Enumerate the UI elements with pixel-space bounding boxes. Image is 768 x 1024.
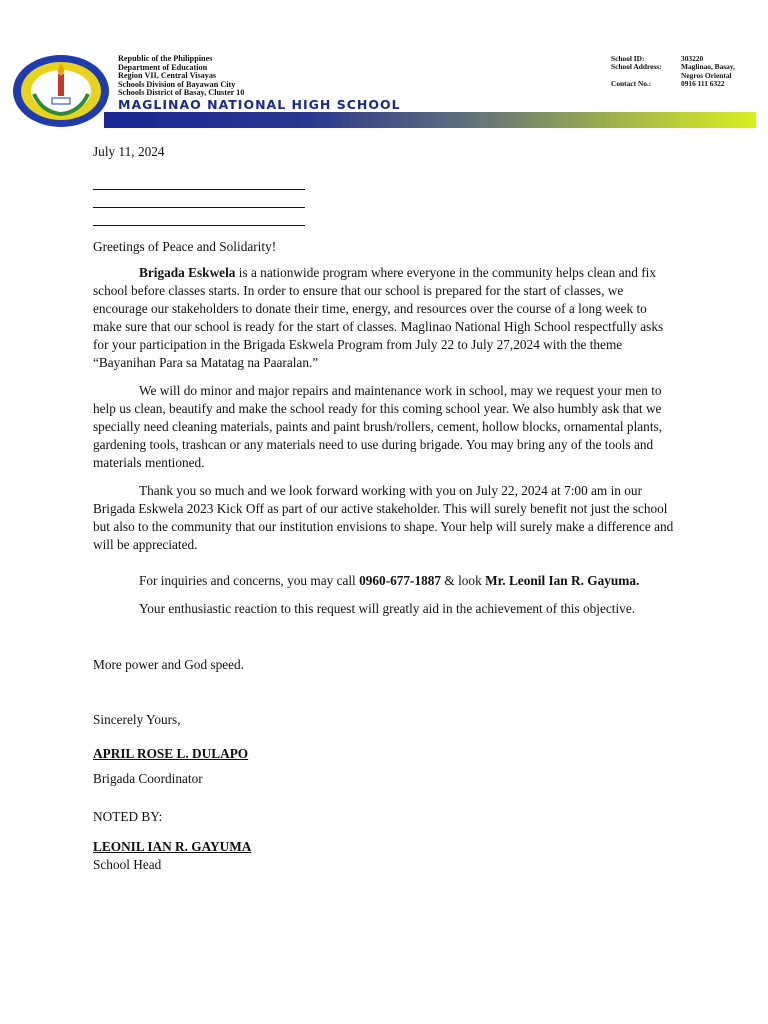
program-name: Brigada Eskwela [139,265,236,280]
agency-line: Region VII, Central Visayas [118,71,217,81]
recipient-line [93,173,305,190]
paragraph-2: We will do minor and major repairs and maintenance work in school, may we request your men to help us clean, beautify and make the school ready for this coming school year. We also humbly ask that we specially need cleaning materials, paints and paint brush/rollers, cement, hollow blocks, ornamental plants, gardening tools, trashcan or any materials need to use during brigade. You may bring any of the tools and materials mentioned. [93,383,663,470]
address-label: School Address: [611,62,662,72]
school-head-name: LEONIL IAN R. GAYUMA [93,839,252,854]
signer-name: APRIL ROSE L. DULAPO [93,746,249,761]
school-head-title: School Head [93,857,162,872]
letter-date: July 11, 2024 [93,144,165,159]
signer-title: Brigada Coordinator [93,771,203,786]
school-name: MAGLINAO NATIONAL HIGH SCHOOL [118,97,401,112]
school-id-label: School ID: [611,54,645,63]
paragraph-4 [93,572,675,590]
paragraph-5: Your enthusiastic reaction to this request will greatly aid in the achievement of this objective. [139,601,636,616]
address-value: Maglinao, Basay, Negros Oriental [681,62,736,80]
paragraph-1-text: is a nationwide program where everyone in the community helps clean and fix school before classes starts. In order to ensure that our school is prepared for the start of classes, we encourage our stakeholders to donate their time, energy, and resources over the course of a long week to make sure that our school is ready for the start of classes. Maglinao National High School respectfully asks for your participation in the Brigada Eskwela Program from July 22 to July 27,2024 with the theme “Bayanihan Para sa Matatag na Paaralan.” [93,265,664,370]
letterhead [0,0,768,140]
complimentary-close: Sincerely Yours, [93,712,181,727]
paragraph-4-text: & look [441,573,486,588]
contact-block [611,55,756,89]
agency-line: Schools Division of Bayawan City [118,79,236,89]
contact-value: 0916 111 6322 [681,79,725,89]
contact-person: Mr. Leonil Ian R. Gayuma [485,573,637,588]
closing-line: More power and God speed. [93,657,245,672]
agency-line: Republic of the Philippines [118,54,213,63]
paragraph-4-period: . [636,573,640,588]
letter-body [93,143,675,874]
header-color-band [104,112,756,128]
paragraph-1 [93,264,675,372]
school-seal-logo [12,54,110,128]
paragraph-3: Thank you so much and we look forward working with you on July 22, 2024 at 7:00 am in our Brigada Eskwela 2023 Kick Off as part of our active stakeholder. This will surely benefit not just the school but also to the community that our institution envisions to shape. Your help will surely make a difference and will be appreciated. [93,483,674,552]
recipient-line [93,191,305,208]
greeting: Greetings of Peace and Solidarity! [93,239,277,254]
contact-label: Contact No.: [611,79,652,89]
paragraph-4-text: For inquiries and concerns, you may call [139,573,360,588]
contact-phone: 0960-677-1887 [359,573,442,588]
recipient-line [93,209,305,226]
agency-block [118,55,244,98]
agency-line: Department of Education [118,62,208,72]
school-id-value: 303220 [681,54,704,63]
noted-by-label: NOTED BY: [93,809,163,824]
agency-line: Schools District of Basay, Cluster 10 [118,88,245,98]
